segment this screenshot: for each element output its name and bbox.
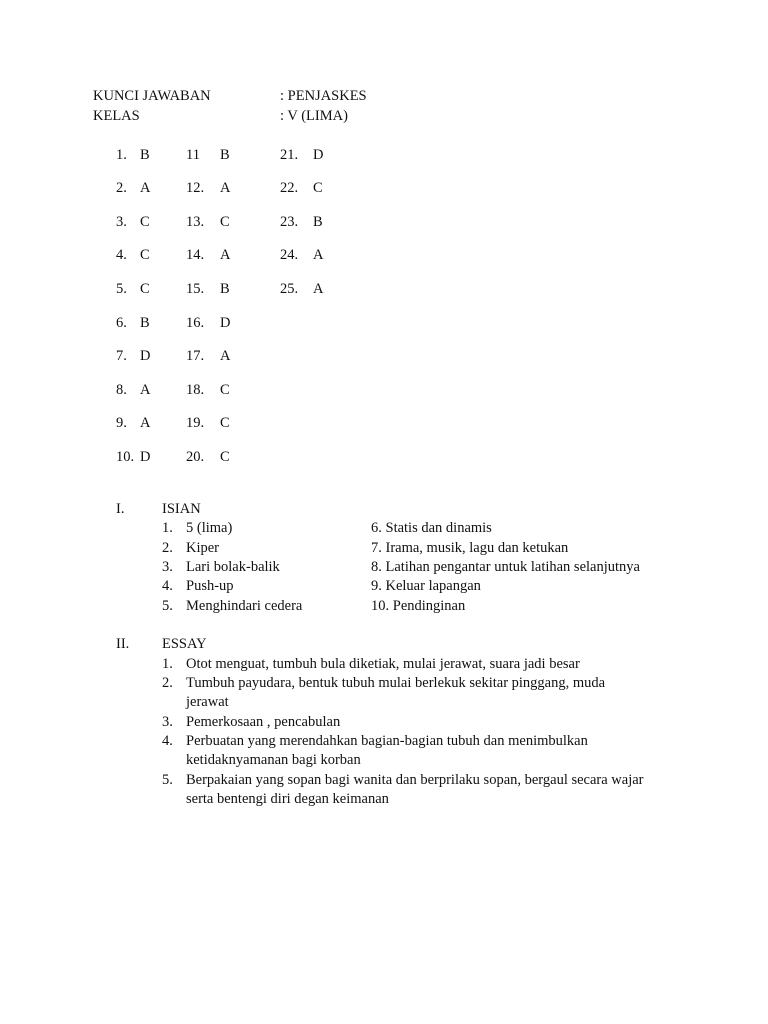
mc-number: 6. — [116, 315, 127, 331]
item-answer: 8. Latihan pengantar untuk latihan selanjutnya — [371, 559, 640, 575]
mc-answer: D — [313, 147, 324, 163]
mc-number: 19. — [186, 415, 205, 431]
item-answer-line: jerawat — [186, 694, 229, 710]
mc-number: 8. — [116, 382, 127, 398]
mc-answer: B — [140, 315, 150, 331]
class-value: : V (LIMA) — [280, 108, 348, 124]
item-answer-line: Berpakaian yang sopan bagi wanita dan berprilaku sopan, bergaul secara wajar — [186, 772, 644, 788]
item-answer: 10. Pendinginan — [371, 598, 466, 614]
mc-number: 16. — [186, 315, 205, 331]
item-number: 4. — [162, 733, 173, 749]
mc-answer: C — [140, 281, 150, 297]
item-answer-line: Tumbuh payudara, bentuk tubuh mulai berlekuk sekitar pinggang, muda — [186, 675, 606, 691]
item-answer: Lari bolak-balik — [186, 559, 280, 575]
mc-answer: C — [220, 415, 230, 431]
item-answer-line: Perbuatan yang merendahkan bagian-bagian tubuh dan menimbulkan — [186, 733, 588, 749]
item-answer-line: Otot menguat, tumbuh bula diketiak, mulai jerawat, suara jadi besar — [186, 656, 580, 672]
mc-answer: D — [220, 315, 231, 331]
mc-answer: C — [220, 382, 230, 398]
doc-title-value: : PENJASKES — [280, 88, 367, 104]
mc-answer: A — [313, 247, 324, 263]
item-answer: Push-up — [186, 578, 234, 594]
item-answer: Menghindari cedera — [186, 598, 303, 614]
mc-number: 3. — [116, 214, 127, 230]
item-number: 1. — [162, 520, 173, 536]
mc-number: 20. — [186, 449, 205, 465]
mc-answer: C — [220, 214, 230, 230]
item-number: 5. — [162, 772, 173, 788]
mc-answer: C — [140, 214, 150, 230]
mc-answer: B — [220, 147, 230, 163]
mc-number: 24. — [280, 247, 299, 263]
mc-answer: A — [220, 247, 231, 263]
mc-number: 4. — [116, 247, 127, 263]
section-title: ESSAY — [162, 636, 207, 652]
section-title: ISIAN — [162, 501, 201, 517]
mc-number: 18. — [186, 382, 205, 398]
mc-answer: C — [220, 449, 230, 465]
mc-number: 10. — [116, 449, 135, 465]
mc-number: 2. — [116, 180, 127, 196]
mc-number: 14. — [186, 247, 205, 263]
item-answer: 6. Statis dan dinamis — [371, 520, 492, 536]
item-answer: Kiper — [186, 540, 220, 556]
mc-answer: C — [140, 247, 150, 263]
mc-answer: B — [220, 281, 230, 297]
mc-answer: A — [140, 415, 151, 431]
section-numeral: I. — [116, 501, 125, 517]
mc-number: 25. — [280, 281, 299, 297]
doc-title-label: KUNCI JAWABAN — [93, 88, 211, 104]
mc-answer: B — [140, 147, 150, 163]
mc-answer: D — [140, 449, 151, 465]
item-answer: 5 (lima) — [186, 520, 233, 536]
item-number: 5. — [162, 598, 173, 614]
mc-number: 22. — [280, 180, 299, 196]
item-number: 2. — [162, 675, 173, 691]
item-number: 3. — [162, 559, 173, 575]
mc-number: 11 — [186, 147, 200, 163]
item-answer: 9. Keluar lapangan — [371, 578, 481, 594]
item-number: 2. — [162, 540, 173, 556]
mc-answer: D — [140, 348, 151, 364]
item-answer-line: Pemerkosaan , pencabulan — [186, 714, 341, 730]
mc-answer: A — [140, 180, 151, 196]
mc-answer: B — [313, 214, 323, 230]
mc-number: 7. — [116, 348, 127, 364]
mc-answer: A — [220, 180, 231, 196]
mc-number: 1. — [116, 147, 127, 163]
class-label: KELAS — [93, 108, 140, 124]
mc-number: 9. — [116, 415, 127, 431]
mc-number: 15. — [186, 281, 205, 297]
mc-number: 5. — [116, 281, 127, 297]
mc-answer: A — [220, 348, 231, 364]
mc-answer: C — [313, 180, 323, 196]
mc-answer: A — [140, 382, 151, 398]
item-number: 1. — [162, 656, 173, 672]
mc-number: 12. — [186, 180, 205, 196]
mc-number: 17. — [186, 348, 205, 364]
section-numeral: II. — [116, 636, 130, 652]
mc-number: 23. — [280, 214, 299, 230]
mc-number: 13. — [186, 214, 205, 230]
item-answer-line: serta bentengi diri degan keimanan — [186, 791, 389, 807]
item-answer: 7. Irama, musik, lagu dan ketukan — [371, 540, 569, 556]
item-number: 3. — [162, 714, 173, 730]
mc-answer: A — [313, 281, 324, 297]
item-number: 4. — [162, 578, 173, 594]
item-answer-line: ketidaknyamanan bagi korban — [186, 752, 361, 768]
mc-number: 21. — [280, 147, 299, 163]
